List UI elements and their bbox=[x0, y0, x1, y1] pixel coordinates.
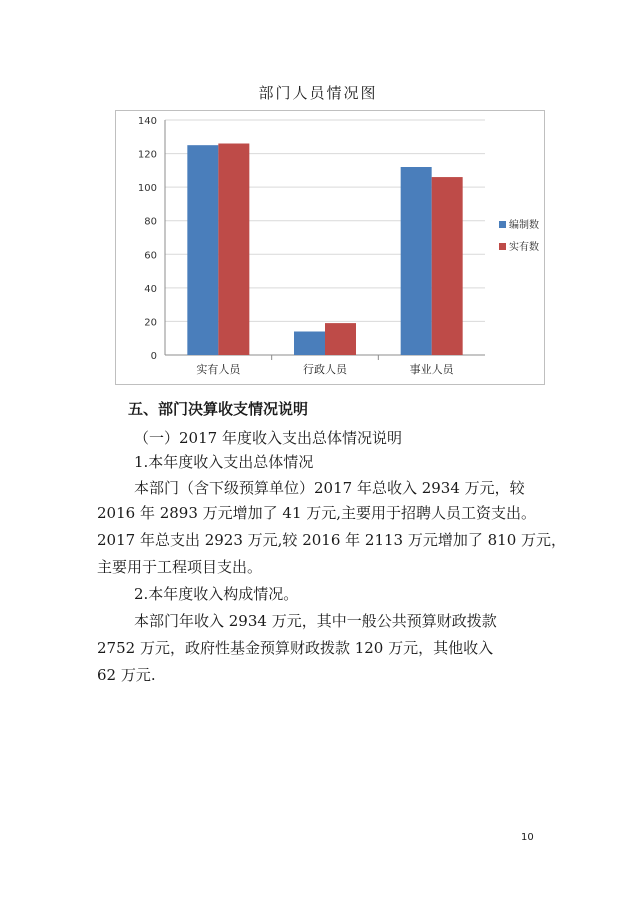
paragraph-line: 本部门（含下级预算单位）2017 年总收入 2934 万元，较 bbox=[134, 479, 525, 497]
bar-编制数-事业人员 bbox=[401, 167, 432, 355]
y-tick-label: 140 bbox=[137, 116, 157, 127]
page-number: 10 bbox=[521, 832, 534, 843]
paragraph-line: 2017 年总支出 2923 万元,较 2016 年 2113 万元增加了 810 万元， bbox=[97, 531, 567, 549]
staffing-bar-chart bbox=[115, 110, 545, 385]
paragraph-line: 2.本年度收入构成情况。 bbox=[134, 585, 299, 603]
y-tick-label: 100 bbox=[137, 183, 157, 195]
x-tick-label: 事业人员 bbox=[409, 363, 454, 376]
paragraph-line: 62 万元. bbox=[97, 666, 156, 684]
y-tick-label: 0 bbox=[150, 351, 157, 362]
y-tick-label: 120 bbox=[137, 149, 157, 161]
subsection-title: （一）2017 年度收入支出总体情况说明 bbox=[134, 429, 402, 447]
paragraph-line: 主要用于工程项目支出。 bbox=[97, 558, 263, 576]
paragraph-line: 1.本年度收入支出总体情况 bbox=[134, 453, 314, 471]
paragraph-line: 本部门年收入 2934 万元，其中一般公共预算财政拨款 bbox=[134, 612, 497, 630]
legend-swatch bbox=[499, 221, 506, 228]
legend-label: 编制数 bbox=[509, 220, 539, 231]
y-tick-label: 20 bbox=[144, 317, 157, 329]
bar-实有数-事业人员 bbox=[432, 177, 463, 355]
chart-title: 部门人员情况图 bbox=[258, 84, 378, 102]
bar-实有数-行政人员 bbox=[325, 323, 356, 355]
y-tick-label: 40 bbox=[144, 283, 157, 295]
paragraph-line: 2016 年 2893 万元增加了 41 万元,主要用于招聘人员工资支出。 bbox=[97, 504, 537, 522]
x-tick-label: 实有人员 bbox=[196, 363, 241, 376]
section-heading: 五、部门决算收支情况说明 bbox=[128, 400, 309, 418]
legend-label: 实有数 bbox=[509, 242, 539, 253]
paragraph-line: 2752 万元，政府性基金预算财政拨款 120 万元，其他收入 bbox=[97, 639, 494, 657]
y-tick-label: 80 bbox=[144, 216, 157, 228]
bar-编制数-实有人员 bbox=[187, 145, 218, 355]
bar-编制数-行政人员 bbox=[294, 332, 325, 356]
y-tick-label: 60 bbox=[144, 250, 157, 262]
x-tick-label: 行政人员 bbox=[303, 363, 347, 376]
bar-实有数-实有人员 bbox=[218, 144, 249, 356]
legend-swatch bbox=[499, 243, 506, 250]
